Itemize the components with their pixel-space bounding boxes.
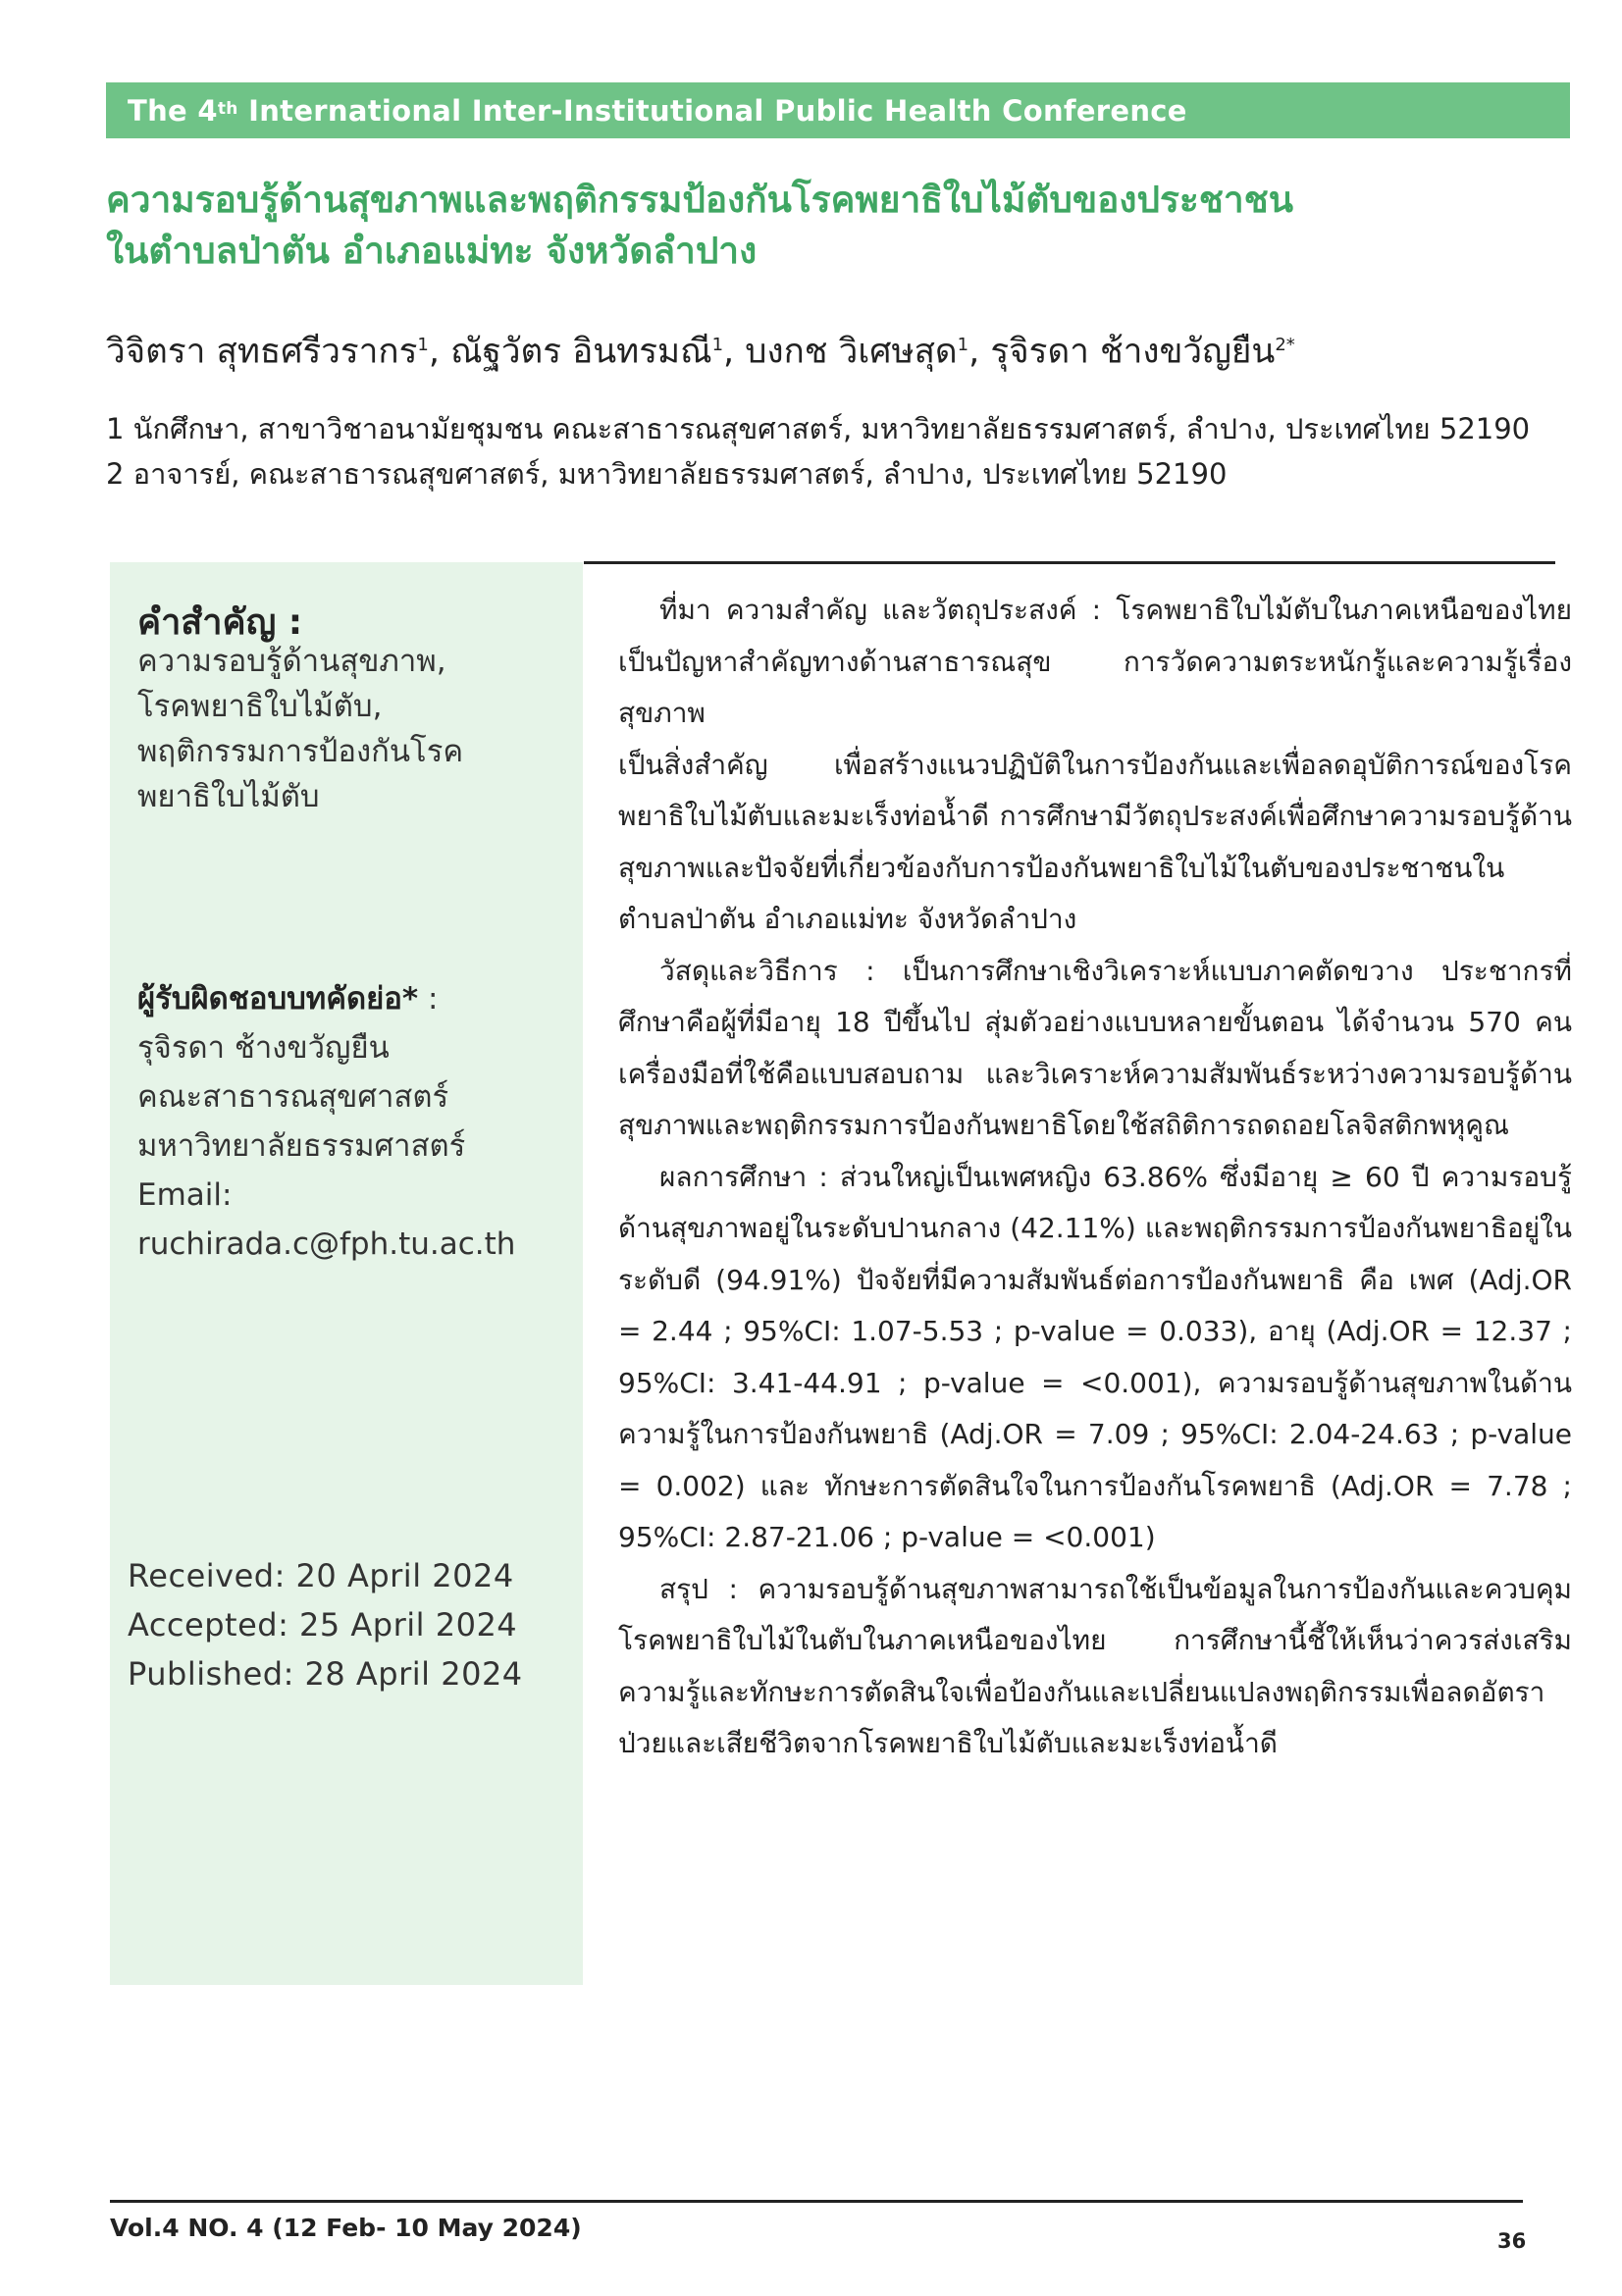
publication-dates: [128, 1551, 523, 1698]
corresponding-name: รุจิรดา ช้างขวัญยืน: [137, 1030, 390, 1066]
abstract-body: [618, 585, 1572, 1770]
title-line-1: ความรอบรู้ด้านสุขภาพและพฤติกรรมป้องกันโรคพยาธิใบไม้ตับของประชาชน: [106, 179, 1293, 221]
page-number: 36: [1497, 2229, 1527, 2253]
abstract-results: ผลการศึกษา : ส่วนใหญ่เป็นเพศหญิง 63.86% ซึ่งมีอายุ ≥ 60 ปี ความรอบรู้ด้านสุขภาพอยู่ในระดับปานกลาง (42.11%) และพฤติกรรมการป้องกันพยาธิอยู่ในระดับดี (94.91%) ปัจจัยที่มีความสัมพันธ์ต่อการป้องกันพยาธิ คือ เพศ (Adj.OR = 2.44 ; 95%CI: 1.07-5.53 ; p-value = 0.033), อายุ (Adj.OR = 12.37 ; 95%CI: 3.41-44.91 ; p-value = <0.001), ความรอบรู้ด้านสุขภาพในด้านความรู้ในการป้องกันพยาธิ (Adj.OR = 7.09 ; 95%CI: 2.04-24.63 ; p-value = 0.002) และ ทักษะการตัดสินใจในการป้องกันโรคพยาธิ (Adj.OR = 7.78 ; 95%CI: 2.87-21.06 ; p-value = <0.001): [618, 1160, 1572, 1553]
keyword-item: พฤติกรรมการป้องกันโรค: [137, 734, 464, 769]
author-name: รุจิรดา ช้างขวัญยืน: [990, 332, 1276, 372]
volume-info: Vol.4 NO. 4 (12 Feb- 10 May 2024): [110, 2214, 582, 2242]
accepted-date: Accepted: 25 April 2024: [128, 1606, 518, 1644]
corresponding-heading: ผู้รับผิดชอบบทคัดย่อ*: [137, 981, 419, 1017]
conference-banner: [106, 82, 1570, 138]
keywords-heading: คำสำคัญ :: [137, 602, 303, 643]
banner-prefix: The 4: [128, 93, 218, 128]
keyword-item: ความรอบรู้ด้านสุขภาพ,: [137, 644, 446, 679]
abstract-conclusion: สรุป : ความรอบรู้ด้านสุขภาพสามารถใช้เป็นข้อมูลในการป้องกันและควบคุมโรคพยาธิใบไม้ในตับในภาคเหนือของไทย การศึกษานี้ชี้ให้เห็นว่าควรส่งเสริมความรู้และทักษะการตัดสินใจเพื่อป้องกันและเปลี่ยนแปลงพฤติกรรมเพื่อลดอัตราป่วยและเสียชีวิตจากโรคพยาธิใบไม้ตับและมะเร็งท่อน้ำดี: [618, 1572, 1572, 1759]
corresponding-faculty: คณะสาธารณสุขศาสตร์: [137, 1079, 449, 1115]
author-name: วิจิตรา สุทธศรีวรากร: [106, 332, 418, 372]
abstract-background: ที่มา ความสำคัญ และวัตถุประสงค์ : โรคพยาธิใบไม้ตับในภาคเหนือของไทยเป็นปัญหาสำคัญทางด้านสาธารณสุข การวัดความตระหนักรู้และความรู้เรื่องสุขภาพ: [618, 594, 1572, 729]
abstract-top-rule: [584, 561, 1555, 564]
author-affiliation-mark: 1: [957, 335, 969, 355]
author-affiliation-mark: 2*: [1275, 335, 1295, 355]
author-affiliation-mark: 1: [417, 335, 429, 355]
abstract-background-continued: เป็นสิ่งสำคัญ เพื่อสร้างแนวปฏิบัติในการป้องกันและเพื่อลดอุบัติการณ์ของโรคพยาธิใบไม้ตับและมะเร็งท่อน้ำดี การศึกษามีวัตถุประสงค์เพื่อศึกษาความรอบรู้ด้านสุขภาพและปัจจัยที่เกี่ยวข้องกับการป้องกันพยาธิใบไม้ในตับของประชาชนในตำบลป่าตัน อำเภอแม่ทะ จังหวัดลำปาง: [618, 748, 1572, 935]
received-date: Received: 20 April 2024: [128, 1557, 514, 1594]
email-label: Email:: [137, 1177, 233, 1213]
author-separator: ,: [968, 332, 991, 372]
banner-superscript: th: [217, 98, 238, 119]
banner-text: International Inter-Institutional Public Health Conference: [237, 93, 1187, 128]
affiliations: [106, 406, 1597, 496]
affiliation-1: 1 นักศึกษา, สาขาวิชาอนามัยชุมชน คณะสาธารณสุขศาสตร์, มหาวิทยาลัยธรรมศาสตร์, ลำปาง, ประเทศไทย 52190: [106, 412, 1531, 445]
author-list: [106, 322, 1558, 376]
affiliation-2: 2 อาจารย์, คณะสาธารณสุขศาสตร์, มหาวิทยาลัยธรรมศาสตร์, ลำปาง, ประเทศไทย 52190: [106, 457, 1228, 491]
author-separator: ,: [723, 332, 746, 372]
email-address[interactable]: ruchirada.c@fph.tu.ac.th: [137, 1226, 516, 1262]
article-title: [106, 175, 1558, 277]
keyword-item: พยาธิใบไม้ตับ: [137, 779, 320, 814]
abstract-methods: วัสดุและวิธีการ : เป็นการศึกษาเชิงวิเคราะห์แบบภาคตัดขวาง ประชากรที่ศึกษาคือผู้ที่มีอายุ 18 ปีขึ้นไป สุ่มตัวอย่างแบบหลายขั้นตอน ได้จำนวน 570 คน เครื่องมือที่ใช้คือแบบสอบถาม และวิเคราะห์ความสัมพันธ์ระหว่างความรอบรู้ด้านสุขภาพและพฤติกรรมการป้องกันพยาธิโดยใช้สถิติการถดถอยโลจิสติกพหุคูณ: [618, 954, 1572, 1141]
author-name: บงกช วิเศษสุด: [745, 332, 958, 372]
corresponding-university: มหาวิทยาลัยธรรมศาสตร์: [137, 1128, 466, 1164]
author-name: ณัฐวัตร อินทรมณี: [450, 332, 712, 372]
author-affiliation-mark: 1: [711, 335, 724, 355]
title-line-2: ในตำบลป่าตัน อำเภอแม่ทะ จังหวัดลำปาง: [106, 230, 758, 272]
corresponding-author: [137, 974, 569, 1269]
keyword-item: โรคพยาธิใบไม้ตับ,: [137, 689, 383, 724]
author-separator: ,: [428, 332, 451, 372]
published-date: Published: 28 April 2024: [128, 1655, 523, 1693]
footer-rule: [110, 2200, 1523, 2203]
abstract-sidebar: [110, 562, 583, 1985]
corresponding-colon: :: [418, 981, 439, 1017]
keywords-list: [137, 639, 569, 819]
